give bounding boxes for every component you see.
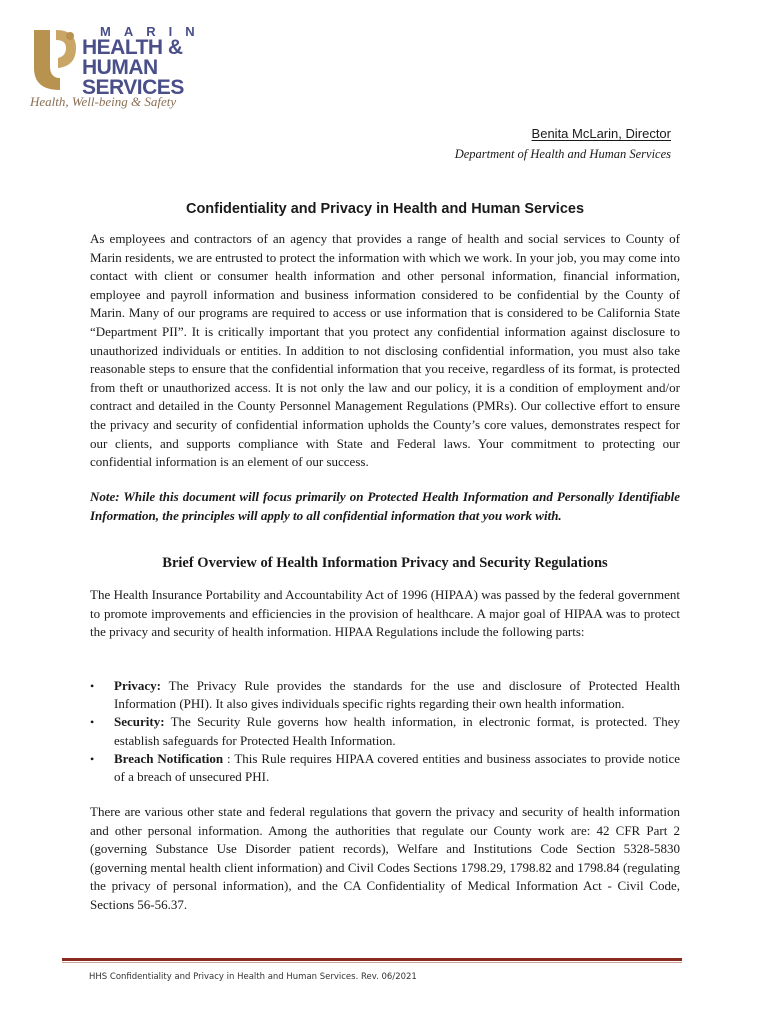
agency-logo [30,24,210,114]
director-name: Benita McLarin, Director [531,126,671,141]
logo-tagline: Health, Well-being & Safety [30,94,177,109]
document-title: Confidentiality and Privacy in Health and Human Services [185,201,585,217]
hipaa-parts-list [90,677,680,786]
bullet-term: Privacy: [114,678,161,693]
footer-divider-thin [62,962,682,963]
list-item-privacy [90,677,680,713]
list-item-breach-notification [90,750,680,786]
list-item-security [90,713,680,749]
bullet-text: The Security Rule governs how health information, in electronic format, is protected. They establish safeguards for Protected Health Information. [114,714,680,748]
bullet-text: : This Rule requires HIPAA covered entities and business associates to provide notice of a breach of unsecured PHI. [114,750,681,785]
bullet-term: Security: [114,714,165,730]
footer-text: HHS Confidentiality and Privacy in Health and Human Services. Rev. 06/2021 [89,972,417,982]
footer-divider [62,958,682,961]
note-paragraph: Note: While this document will focus primarily on Protected Health Information and Personally Identifiable Information, the principles will apply to all confidential information that you work with. [90,489,680,523]
marin-hhs-logo-mark-icon [30,28,78,92]
logo-line-human: HUMAN [82,56,158,79]
section-heading: Brief Overview of Health Information Privacy and Security Regulations [162,555,608,571]
logo-line-services: SERVICES [82,76,184,99]
department-name: Department of Health and Human Services [454,147,671,161]
bullet-icon: • [90,715,95,730]
intro-paragraph: As employees and contractors of an agency that provides a range of health and social services to County of Marin residents, we are entrusted to protect the information with which we work. In your job, you may come into contact with client or consumer health information and other personal information, financial information, employee and payroll information and business information considered to be confidential by the County of Marin. Many of our programs are required to access or use information that is considered to be California State “Department PII”. It is critically important that you protect any confidential information against disclosure to unauthorized individuals or entities. In addition to not disclosing confidential information, you must also take reasonable steps to ensure that the confidential information that you receive, regardless of its format, is protected from theft or unauthorized access. It is not only the law and our policy, it is a condition of employment and/or contract and detailed in the County Personnel Management Regulations (PMRs). Our collective effort to ensure the privacy and security of confidential information upholds the County’s core values, demonstrates respect for our clients, and supports compliance with State and Federal laws. Your commitment to protecting our confidential information is an element of our success. [90,231,680,470]
director-block [455,126,671,163]
hipaa-paragraph: The Health Insurance Portability and Accountability Act of 1996 (HIPAA) was passed by the federal government to promote improvements and efficiencies in the provision of healthcare. A major goal of HIPAA was to protect the privacy and security of health information. HIPAA Regulations include the following parts: [90,587,680,640]
bullet-term: Breach Notification [114,750,224,766]
logo-marin-text: MARIN [100,24,208,39]
regulations-paragraph: There are various other state and federal regulations that govern the privacy and security of health information and other personal information. Among the authorities that regulate our County work are: 42 CFR Part 2 (governing Substance Use Disorder patient records), Welfare and Institutions Code Section 5328-5830 (governing mental health client information) and Civil Codes Sections 1798.29, 1798.82 and 1798.84 (regulating the privacy of personal information), and the CA Confidentiality of Medical Information Act - Civil Code, Sections 56-56.37. [90,804,680,912]
bullet-icon: • [90,679,95,693]
bullet-icon: • [90,751,95,766]
logo-line-health: HEALTH & [82,36,183,59]
bullet-text: The Privacy Rule provides the standards for the use and disclosure of Protected Health Information (PHI). It also gives individuals specific rights regarding their own health information. [114,678,680,712]
